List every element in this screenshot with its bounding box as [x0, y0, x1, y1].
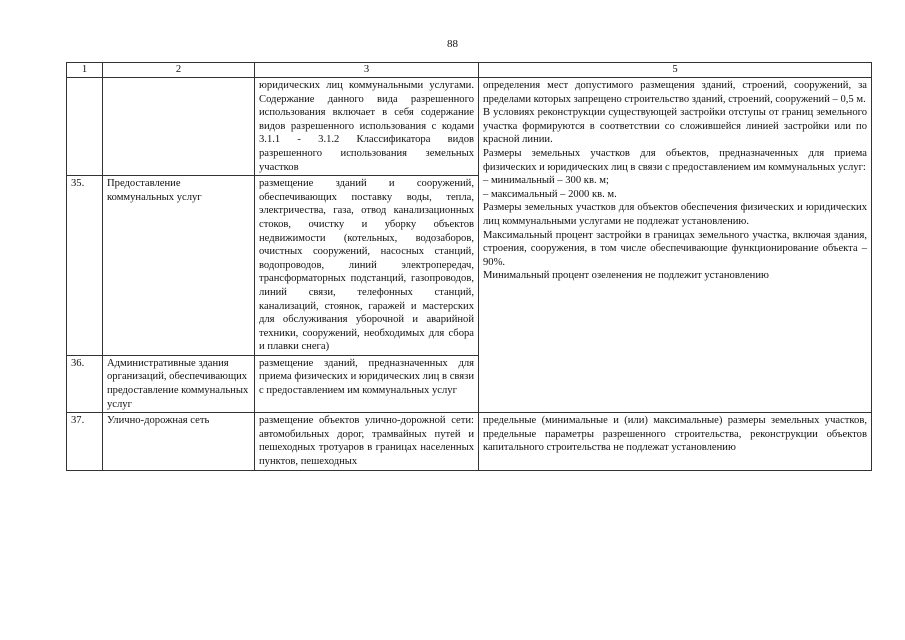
row-number: 36. — [67, 355, 103, 412]
page-number: 88 — [447, 38, 458, 50]
parameters-paragraph: Минимальный процент озеленения не подлежит установлению — [483, 270, 769, 282]
row-number — [67, 78, 103, 176]
use-name — [103, 78, 255, 176]
use-name: Предоставление коммунальных услуг — [103, 176, 255, 356]
use-description: размещение зданий и сооружений, обеспечивающих поставку воды, тепла, электричества, газа, отвод канализационных стоков, очистку и уборку объектов недвижимости (котельных, водозаборов, очистных сооружений, насосных станций, водопроводов, линий электропередач, трансформаторных подстанций, газопроводов, линий связи, телефонных станций, канализаций, стоянок, гаражей и мастерских для обслуживания уборочной и аварийной техники, сооружений, необходимых для сбора и плавки снега) — [255, 176, 479, 356]
table-row — [67, 413, 872, 470]
use-name: Административные здания организаций, обеспечивающих предоставление коммунальных услуг — [103, 355, 255, 412]
row-number: 37. — [67, 413, 103, 470]
parameters-paragraph: В условиях реконструкции существующей застройки отступы от границ земельного участка формируются в соответствии со сложившейся линией застройки или по красной линии. — [483, 107, 867, 146]
use-name: Улично-дорожная сеть — [103, 413, 255, 470]
parameters-paragraph: определения мест допустимого размещения зданий, строений, сооружений, за пределами которых запрещено строительство зданий, строений, сооружений – 0,5 м. — [483, 80, 867, 105]
use-description: размещение зданий, предназначенных для приема физических и юридических лиц в связи с предоставлением им коммунальных услуг — [255, 355, 479, 412]
row-number: 35. — [67, 176, 103, 356]
use-description: размещение объектов улично-дорожной сети: автомобильных дорог, трамвайных путей и пешеходных тротуаров в границах населенных пунктов, пешеходных — [255, 413, 479, 470]
header-cell-5: 5 — [479, 63, 872, 78]
header-cell-2: 2 — [103, 63, 255, 78]
regulations-table — [66, 62, 872, 471]
parameters-paragraph: Размеры земельных участков для объектов, предназначенных для приема физических и юридических лиц в связи с предоставлением им коммунальных услуг: — [483, 147, 867, 173]
parameters-cell: предельные (минимальные и (или) максимальные) размеры земельных участков, предельные параметры разрешенного строительства, реконструкции объектов капитального строительства не подлежат установлению — [479, 413, 872, 470]
table-row — [67, 78, 872, 176]
header-cell-3: 3 — [255, 63, 479, 78]
use-description: юридических лиц коммунальными услугами. Содержание данного вида разрешенного использования включает в себя содержание видов разрешенного использования с кодами 3.1.1 - 3.1.2 Классификатора видов разрешенного использования земельных участков — [255, 78, 479, 176]
parameters-list-item: – максимальный – 2000 кв. м. — [483, 188, 617, 200]
parameters-paragraph: Максимальный процент застройки в границах земельного участка, включая здания, строения, сооружения, в том числе обеспечивающие функционирование объекта – 90%. — [483, 229, 867, 268]
parameters-paragraph: Размеры земельных участков для объектов обеспечения физических и юридических лиц коммунальными услугами не подлежат установлению. — [483, 202, 867, 227]
header-cell-1: 1 — [67, 63, 103, 78]
table-header-row — [67, 63, 872, 78]
parameters-list-item: – минимальный – 300 кв. м; — [483, 175, 609, 187]
parameters-cell — [479, 78, 872, 413]
